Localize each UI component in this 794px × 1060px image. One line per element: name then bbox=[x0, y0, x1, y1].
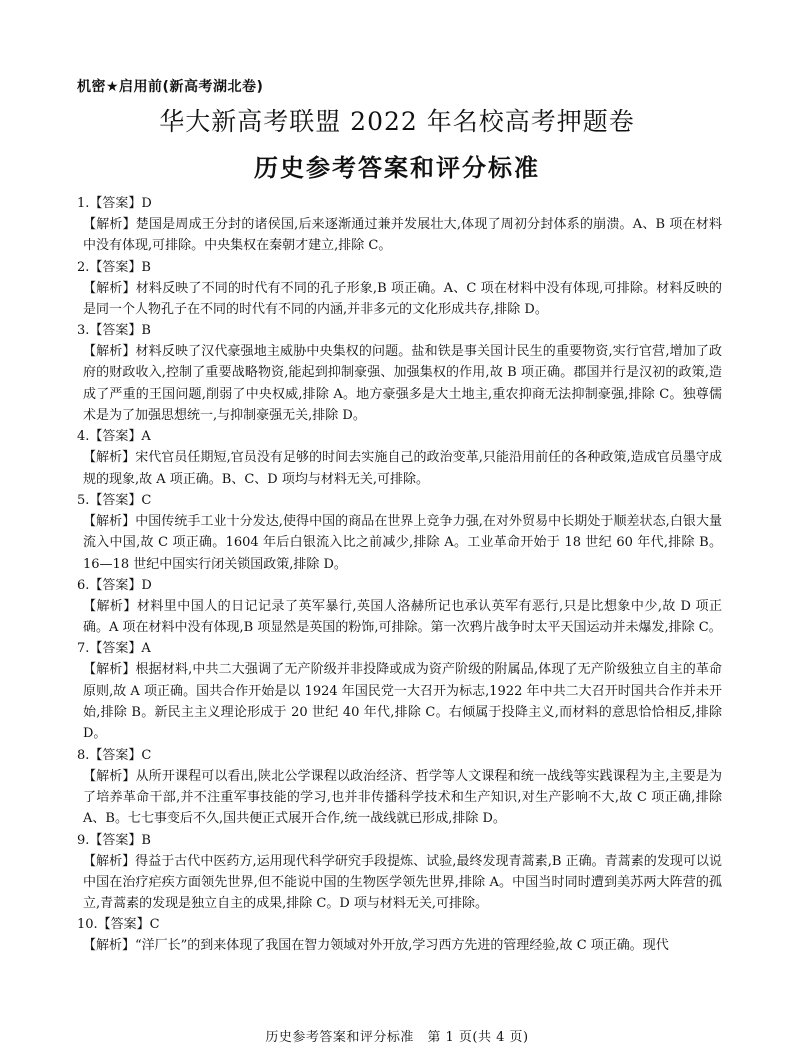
explanation-text: 【解析】中国传统手工业十分发达,使得中国的商品在世界上竞争力强,在对外贸易中长期处于顺差状态,白银大量流入中国,故 C 项正确。1604 年后白银流入比之前减少,排除 A。工业革命开始于 18 世纪 60 年代,排除 B。16—18 世纪中国实行闭关锁国政策,排除 D。 bbox=[83, 513, 722, 572]
answer-line: 8.【答案】C bbox=[77, 747, 152, 763]
explanation-text: 【解析】材料反映了不同的时代有不同的孔子形象,B 项正确。A、C 项在材料中没有体现,可排除。材料反映的是同一个人物孔子在不同的时代有不同的内涵,并非多元的文化形成共存,排除 D。 bbox=[83, 280, 722, 317]
answer-list bbox=[77, 193, 722, 957]
explanation-text: 【解析】宋代官员任期短,官员没有足够的时间去实施自己的政治变革,只能沿用前任的各种政策,造成官员墨守成规的现象,故 A 项正确。B、C、D 项均与材料无关,可排除。 bbox=[83, 450, 722, 487]
explanation-text: 【解析】从所开课程可以看出,陕北公学课程以政治经济、哲学等人文课程和统一战线等实践课程为主,主要是为了培养革命干部,并不注重军事技能的学习,也并非传播科学技术和生产知识,对生产影响不大,故 C 项正确,排除 A、B。七七事变后不久,国共便正式展开合作,统一战线就已形成,排除 D。 bbox=[83, 768, 722, 827]
page-subtitle: 历史参考答案和评分标准 bbox=[254, 154, 540, 182]
answer-line: 2.【答案】B bbox=[77, 259, 151, 275]
answer-item-2 bbox=[77, 257, 722, 321]
answer-item-6 bbox=[77, 575, 722, 639]
answer-item-5 bbox=[77, 490, 722, 575]
explanation-text: 【解析】材料反映了汉代豪强地主威胁中央集权的问题。盐和铁是事关国计民生的重要物资,实行官营,增加了政府的财政收入,控制了重要战略物资,能起到抑制豪强、加强集权的作用,故 B 项正确。郡国并行是汉初的政策,造成了严重的王国问题,削弱了中央权威,排除 A。地方豪强多是大土地主,重农抑商无法抑制豪强,排除 C。独尊儒术是为了加强思想统一,与抑制豪强无关,排除 D。 bbox=[83, 344, 722, 424]
answer-line: 5.【答案】C bbox=[77, 492, 152, 508]
answer-item-7 bbox=[77, 638, 722, 744]
explanation-text: 【解析】楚国是周成王分封的诸侯国,后来逐渐通过兼并发展壮大,体现了周初分封体系的崩溃。A、B 项在材料中没有体现,可排除。中央集权在秦朝才建立,排除 C。 bbox=[83, 217, 722, 254]
page-title: 华大新高考联盟 2022 年名校高考押题卷 bbox=[159, 107, 635, 136]
answer-line: 9.【答案】B bbox=[77, 832, 151, 848]
answer-line: 4.【答案】A bbox=[77, 429, 151, 445]
explanation-text: 【解析】根据材料,中共二大强调了无产阶级并非投降或成为资产阶级的附属品,体现了无产阶级独立自主的革命原则,故 A 项正确。国共合作开始是以 1924 年国民党一大召开为标志,1922 年中共二大召开时国共合作并未开始,排除 B。新民主主义理论形成于 20 世纪 40 年代,排除 C。右倾属于投降主义,而材料的意思恰恰相反,排除 D。 bbox=[83, 662, 722, 742]
answer-line: 6.【答案】D bbox=[77, 577, 152, 593]
answer-item-1 bbox=[77, 193, 722, 257]
confidential-tag: 机密★启用前(新高考湖北卷) bbox=[77, 79, 264, 95]
answer-item-4 bbox=[77, 426, 722, 490]
answer-line: 10.【答案】C bbox=[77, 917, 160, 933]
page-footer: 历史参考答案和评分标准 第 1 页(共 4 页) bbox=[265, 1030, 529, 1045]
answer-line: 7.【答案】A bbox=[77, 641, 151, 657]
explanation-text: 【解析】材料里中国人的日记记录了英军暴行,英国人洛赫所记也承认英军有恶行,只是比想象中少,故 D 项正确。A 项在材料中没有体现,B 项显然是英国的粉饰,可排除。第一次鸦片战争时太平天国运动并未爆发,排除 C。 bbox=[83, 598, 722, 636]
explanation-text: 【解析】得益于古代中医药方,运用现代科学研究手段提炼、试验,最终发现青蒿素,B 正确。青蒿素的发现可以说中国在治疗疟疾方面领先世界,但不能说中国的生物医学领先世界,排除 A。中国当时同时遭到美苏两大阵营的孤立,青蒿素的发现是独立自主的成果,排除 C。D 项与材料无关,可排除。 bbox=[83, 853, 722, 912]
answer-item-8 bbox=[77, 745, 722, 830]
answer-item-3 bbox=[77, 320, 722, 426]
answer-item-9 bbox=[77, 830, 722, 915]
answer-line: 1.【答案】D bbox=[77, 196, 152, 211]
explanation-text: 【解析】“洋厂长”的到来体现了我国在智力领域对外开放,学习西方先进的管理经验,故 C 项正确。现代 bbox=[83, 938, 669, 954]
answer-item-10 bbox=[77, 914, 722, 956]
answer-line: 3.【答案】B bbox=[77, 323, 151, 339]
